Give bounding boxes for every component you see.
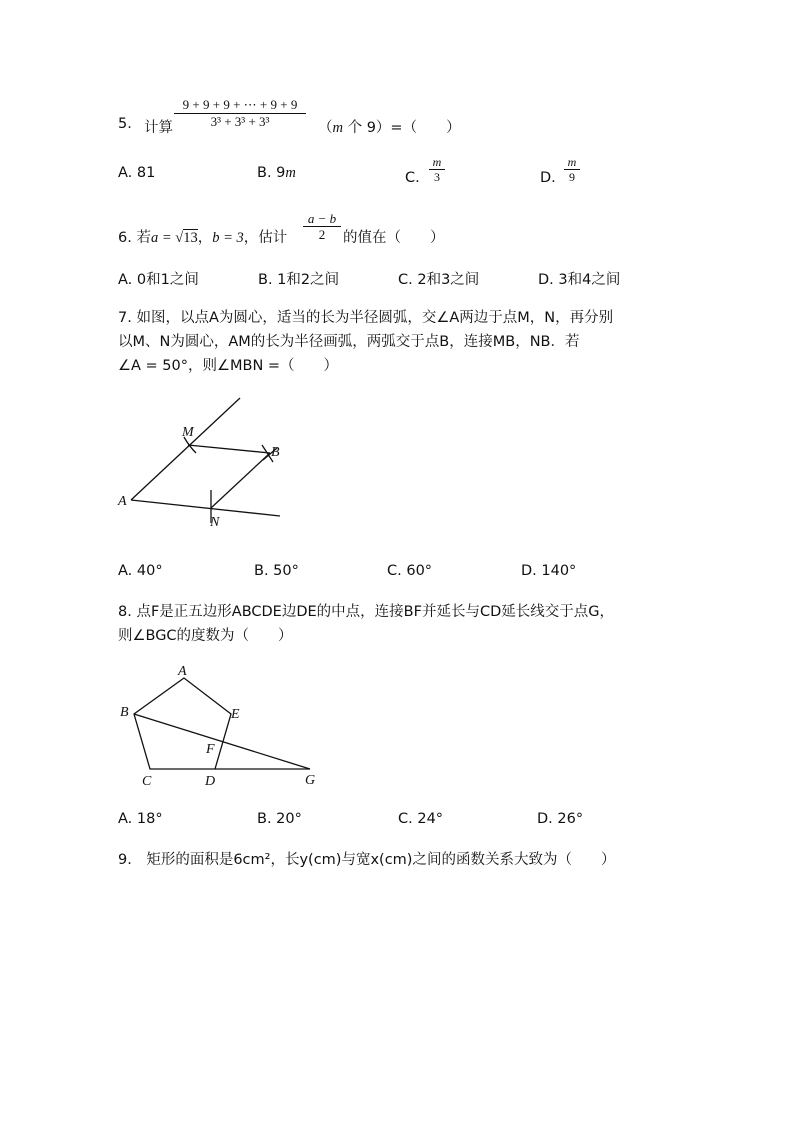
q5-fraction-numerator: 9 + 9 + 9 + ⋯ + 9 + 9 (182, 97, 298, 112)
q8-option-b: B. 20° (257, 811, 302, 827)
q7-segment-nb (211, 453, 270, 508)
q7-option-b: B. 50° (254, 563, 299, 579)
q8-label-f: F (206, 742, 215, 757)
q6-b-equals: b = 3 (212, 230, 244, 246)
q7-line1: 7. 如图，以点A为圆心，适当的长为半径圆弧，交∠A两边于点M，N，再分别 (118, 310, 614, 326)
q8-line2: 则∠BGC的度数为（ ） (118, 628, 293, 644)
q7-ray-an (131, 500, 280, 516)
q5-option-c-num: m (432, 155, 442, 169)
q5-option-b-label: B. 9 (257, 165, 286, 181)
q6-number: 6. (118, 230, 132, 246)
q8-label-c: C (142, 774, 152, 789)
q6-fraction-numerator: a − b (307, 211, 337, 226)
q5-option-a: A. 81 (118, 165, 156, 181)
q8-line-bg (134, 714, 310, 769)
q6-option-c: C. 2和3之间 (398, 272, 480, 288)
q7-label-a: A (118, 494, 127, 509)
q6-option-b: B. 1和2之间 (258, 272, 340, 288)
q5-option-c-den: 3 (429, 169, 445, 184)
q6-fraction (303, 211, 341, 242)
q5-prefix: 计算 (144, 120, 173, 136)
q7-line3: ∠A = 50°，则∠MBN =（ ） (118, 358, 339, 374)
q8-line1: 8. 点F是正五边形ABCDE边DE的中点，连接BF并延长与CD延长线交于点G， (118, 604, 614, 620)
q5-tail-m: m (332, 120, 343, 136)
q5-tail-rest: 个 9）=（ ） (342, 120, 461, 136)
q6-part1: 若 (136, 230, 151, 246)
q5-tail (318, 116, 461, 137)
q6-option-d: D. 3和4之间 (538, 272, 621, 288)
q8-figure (110, 660, 325, 790)
q8-option-c: C. 24° (398, 811, 444, 827)
q5-option-d-label: D. (540, 170, 556, 186)
q5-option-c-fraction (429, 155, 445, 184)
q5-tail-open: （ (318, 120, 333, 136)
q6-fraction-denominator: 2 (303, 226, 341, 242)
q5-option-d-fraction (564, 155, 580, 184)
q8-pentagon (134, 678, 231, 769)
q8-label-e: E (231, 707, 240, 722)
q5-fraction-denominator: 3³ + 3³ + 3³ (174, 113, 306, 130)
q8-label-d: D (205, 774, 216, 789)
q7-label-m: M (182, 425, 194, 440)
q7-figure (110, 390, 295, 535)
q6-option-a: A. 0和1之间 (118, 272, 199, 288)
q8-label-g: G (305, 773, 316, 788)
q5-option-b (257, 165, 296, 182)
q7-label-n: N (210, 515, 220, 530)
q7-option-a: A. 40° (118, 563, 163, 579)
q7-segment-mb (188, 445, 270, 453)
q6-sqrt-value: 13 (183, 230, 198, 246)
q8-option-d: D. 26° (537, 811, 584, 827)
q6-part3: ，估计 (243, 230, 288, 246)
q6-a-equals: a = (150, 230, 176, 246)
q6-part2: ， (197, 230, 213, 246)
q5-option-d-den: 9 (564, 169, 580, 184)
q5-option-d-num: m (567, 155, 577, 169)
q5-option-c-label: C. (405, 170, 420, 186)
q5-fraction (174, 97, 306, 130)
q9-line1: 9. 矩形的面积是6cm²，长y(cm)与宽x(cm)之间的函数关系大致为（ ） (118, 852, 616, 868)
q7-label-b: B (271, 445, 280, 460)
q6-sqrt-sign: √ (175, 230, 184, 246)
q5-option-b-var: m (285, 165, 296, 181)
q5-number: 5. (118, 116, 132, 132)
q8-option-a: A. 18° (118, 811, 163, 827)
q6-part4: 的值在（ ） (343, 230, 445, 246)
q7-option-d: D. 140° (521, 563, 577, 579)
q8-label-a: A (178, 664, 187, 679)
q7-option-c: C. 60° (387, 563, 433, 579)
q8-label-b: B (120, 705, 129, 720)
q6-stem (118, 226, 287, 247)
q7-line2: 以M、N为圆心，AM的长为半径画弧，两弧交于点B，连接MB，NB．若 (118, 334, 580, 350)
